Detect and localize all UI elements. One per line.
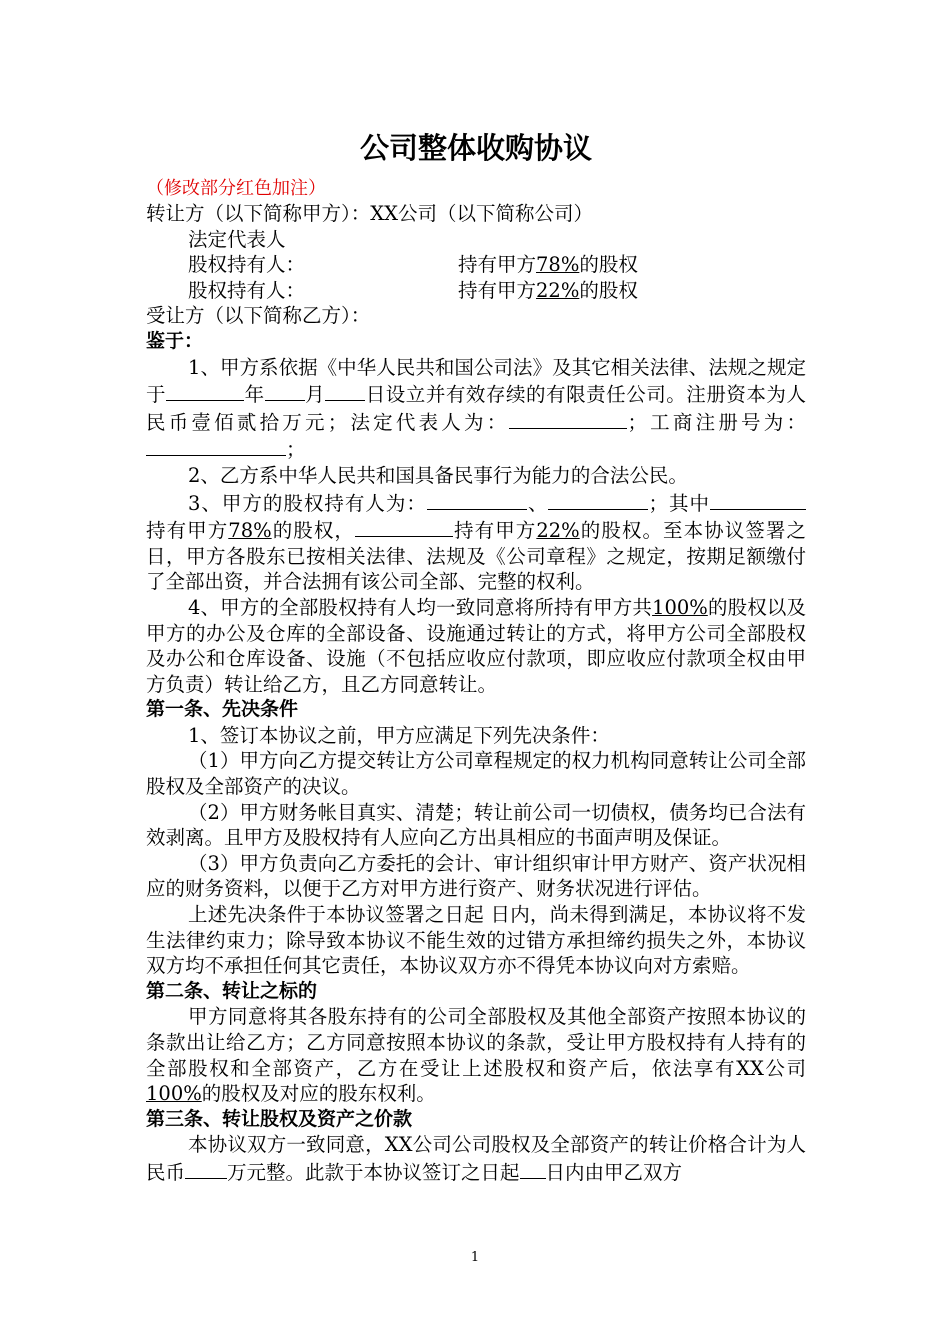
holder-row-1 <box>146 252 806 278</box>
whereas-heading: 鉴于： <box>146 329 204 352</box>
holder1-label: 股权持有人： <box>188 253 306 277</box>
article-1-item-1: 1、签订本协议之前，甲方应满足下列先决条件： <box>188 723 610 747</box>
revision-note: （修改部分红色加注） <box>146 178 326 199</box>
condition-1: （1）甲方向乙方提交转让方公司章程规定的权力机构同意转让公司全部股权及全部资产的决议。 <box>146 749 806 799</box>
condition-2: （2）甲方财务帐目真实、清楚；转让前公司一切债权，债务均已合法有效剥离。且甲方及股权持有人应向乙方出具相应的书面声明及保证。 <box>146 800 806 850</box>
party-a: 转让方（以下简称甲方）：XX公司（以下简称公司） <box>146 202 594 225</box>
holder2-share: 持有甲方22%的股权 <box>458 278 638 302</box>
article-1-heading: 第一条、先决条件 <box>146 698 299 721</box>
whereas-4: 4、甲方的全部股权持有人均一致同意将所持有甲方共100%的股权以及甲方的办公及仓库的全部设备、设施通过转让的方式，将甲方公司全部股权及办公和仓库设备、设施（不包括应收应付款项，即应收应付款项全权由甲方负责）转让给乙方，且乙方同意转让。 <box>146 595 806 696</box>
condition-3: （3）甲方负责向乙方委托的会计、审计组织审计甲方财产、资产状况相应的财务资料，以便于乙方对甲方进行资产、财务状况进行评估。 <box>146 851 806 901</box>
whereas-1: 1、甲方系依据《中华人民共和国公司法》及其它相关法律、法规之规定于 年 月 日设立并有效存续的有限责任公司。注册资本为人民币壹佰贰拾万元；法定代表人为： ；工商注册号为：； <box>146 355 806 462</box>
article-2-heading: 第二条、转让之标的 <box>146 979 318 1002</box>
holder1-share: 持有甲方78%的股权 <box>458 253 638 277</box>
whereas-2: 2、乙方系中华人民共和国具备民事行为能力的合法公民。 <box>188 463 688 487</box>
legal-rep: 法定代表人 <box>188 227 286 251</box>
conditions-deadline: 上述先决条件于本协议签署之日起 日内，尚未得到满足，本协议将不发生法律约束力；除导致本协议不能生效的过错方承担缔约损失之外，本协议双方均不承担任何其它责任，本协议双方亦不得凭本协议向对方索赔。 <box>146 903 806 978</box>
whereas-3: 3、甲方的股权持有人为： 、 ；其中持有甲方78%的股权， 持有甲方22%的股权。至本协议签署之日，甲方各股东已按相关法律、法规及《公司章程》之规定，按期足额缴付了全部出资，并合法拥有该公司全部、完整的权利。 <box>146 489 806 595</box>
document-title: 公司整体收购协议 <box>359 131 592 165</box>
article-2-body: 甲方同意将其各股东持有的公司全部股权及其他全部资产按照本协议的条款出让给乙方；乙方同意按照本协议的条款，受让甲方股权持有人持有的全部股权和全部资产，乙方在受让上述股权和资产后，依法享有XX公司100%的股权及对应的股东权利。 <box>146 1005 806 1106</box>
article-3-heading: 第三条、转让股权及资产之价款 <box>146 1107 413 1130</box>
party-b: 受让方（以下简称乙方）： <box>146 304 371 328</box>
page-number: 1 <box>470 1250 480 1265</box>
holder-row-2 <box>146 278 806 304</box>
document-page <box>146 120 806 1186</box>
article-3-body: 本协议双方一致同意，XX公司公司股权及全部资产的转让价格合计为人民币 万元整。此款于本协议签订之日起 日内由甲乙双方 <box>146 1133 806 1184</box>
holder2-label: 股权持有人： <box>188 278 306 302</box>
